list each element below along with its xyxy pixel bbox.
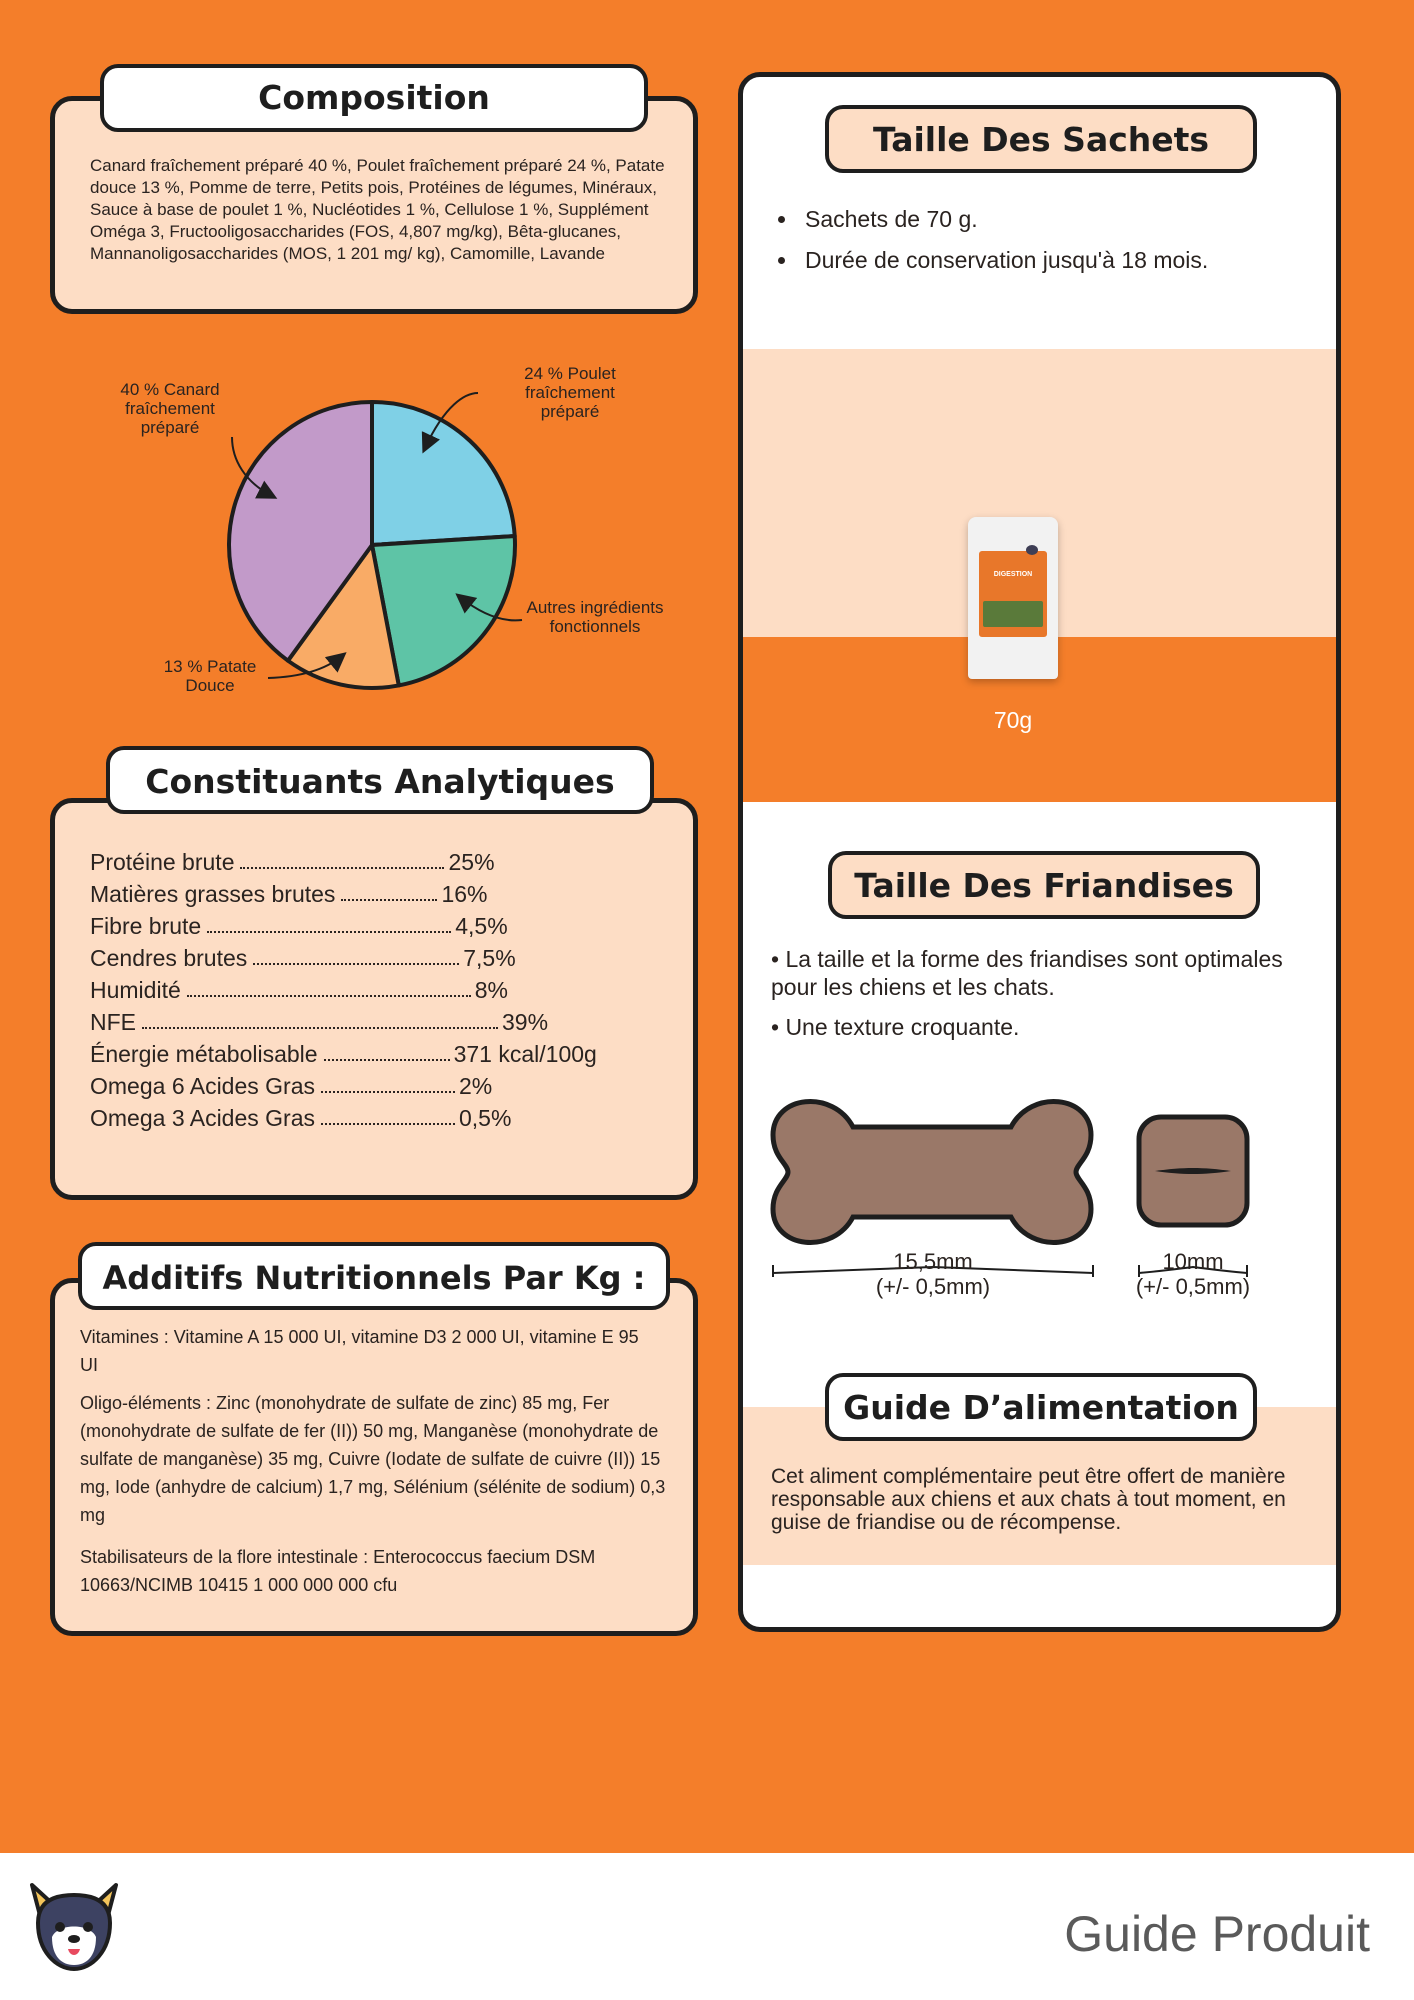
- footer-label: Guide Produit: [1064, 1906, 1370, 1962]
- dog-logo-icon: [22, 1877, 126, 1977]
- analytique-label: Omega 6 Acides Gras: [90, 1073, 315, 1099]
- friandises-bullet-1: • La taille et la forme des friandises sont optimales pour les chiens et les chats.: [771, 946, 1283, 1000]
- analytique-label: Matières grasses brutes: [90, 881, 336, 907]
- analytique-value: 8%: [474, 977, 509, 1003]
- analytique-value: 4,5%: [455, 913, 508, 939]
- analytique-value: 39%: [502, 1009, 549, 1035]
- analytique-label: Protéine brute: [90, 849, 235, 875]
- square-size-label: 10mm (+/- 0,5mm): [1135, 1249, 1251, 1299]
- analytique-label: Énergie métabolisable: [90, 1041, 318, 1067]
- composition-text: Canard fraîchement préparé 40 %, Poulet fraîchement préparé 24 %, Patate douce 13 %, Pomme de terre, Petits pois, Protéines de légumes, Minéraux, Sauce à base de poulet 1 %, Nucléotides 1 %, Cellulose 1 %, Supplément Oméga 3, Fructooligosaccharides (FOS, 4,807 mg/kg), Bêta-glucanes, Mannanoligosaccharides (MOS, 1 201 mg/ kg), Camomille, Lavande: [90, 156, 665, 263]
- analytique-panel: [50, 798, 698, 1200]
- sachets-bullet: • Durée de conservation jusqu'à 18 mois.: [799, 240, 1279, 281]
- product-bag: [968, 517, 1058, 679]
- guide-text: Cet aliment complémentaire peut être offert de manière responsable aux chiens et aux chats à tout moment, en guise de friandise ou de récompense.: [771, 1465, 1286, 1534]
- dotted-leader: [142, 1006, 498, 1029]
- analytique-row: [90, 910, 680, 942]
- analytique-label: NFE: [90, 1009, 136, 1035]
- pie-slice-0: [372, 402, 515, 545]
- analytique-row: [90, 1070, 680, 1102]
- analytique-row: [90, 846, 680, 878]
- analytique-value: 7,5%: [463, 945, 516, 971]
- analytique-row: [90, 974, 680, 1006]
- additifs-panel: [50, 1278, 698, 1636]
- analytique-title: Constituants Analytiques: [106, 746, 654, 814]
- additifs-title: Additifs Nutritionnels Par Kg :: [78, 1242, 670, 1310]
- analytique-label: Humidité: [90, 977, 181, 1003]
- analytique-row: [90, 1038, 680, 1070]
- friandises-bullet-2: • Une texture croquante.: [771, 1014, 1020, 1040]
- analytique-list: [90, 846, 680, 1134]
- treat-shapes: [743, 1077, 1341, 1277]
- analytique-label: Fibre brute: [90, 913, 202, 939]
- analytique-row: [90, 878, 680, 910]
- analytique-value: 25%: [448, 849, 495, 875]
- additifs-oligo: Oligo-éléments : Zinc (monohydrate de sulfate de zinc) 85 mg, Fer (monohydrate de sulfate de fer (II)) 50 mg, Manganèse (monohydrate de sulfate de manganèse) 35 mg, Cuivre (Iodate de sulfate de cuivre (II)) 15 mg, Iode (anhydre de calcium) 1,7 mg, Sélénium (sélénite de sodium) 0,3 mg: [80, 1393, 666, 1525]
- guide-title: Guide D’alimentation: [825, 1373, 1257, 1441]
- dotted-leader: [253, 942, 459, 965]
- pie-label-autres: Autres ingrédients fonctionnels: [526, 598, 664, 636]
- analytique-value: 0,5%: [459, 1105, 512, 1131]
- bone-size-label: 15,5mm (+/- 0,5mm): [875, 1249, 991, 1299]
- bag-product-name: DIGESTION: [993, 571, 1033, 578]
- friandises-title: Taille Des Friandises: [828, 851, 1260, 919]
- dotted-leader: [341, 878, 437, 901]
- dotted-leader: [321, 1070, 455, 1093]
- analytique-row: [90, 1102, 680, 1134]
- dotted-leader: [187, 974, 471, 997]
- sachets-bullet: • Sachets de 70 g.: [799, 199, 1279, 240]
- bag-logo-icon: [1026, 545, 1038, 555]
- sachets-title: Taille Des Sachets: [825, 105, 1257, 173]
- bone-treat-icon: [773, 1102, 1091, 1243]
- dotted-leader: [321, 1102, 455, 1125]
- pie-label-canard: 40 % Canard fraîchement préparé: [120, 380, 220, 437]
- right-panel: [738, 72, 1341, 1632]
- analytique-label: Omega 3 Acides Gras: [90, 1105, 315, 1131]
- additifs-stabilisateurs: Stabilisateurs de la flore intestinale : Enterococcus faecium DSM 10663/NCIMB 10415 1 000 000 000 cfu: [80, 1547, 596, 1595]
- analytique-value: 371 kcal/100g: [453, 1041, 597, 1067]
- analytique-row: [90, 942, 680, 974]
- sachets-bullets: [755, 199, 1279, 281]
- dotted-leader: [324, 1038, 450, 1061]
- analytique-value: 2%: [459, 1073, 493, 1099]
- analytique-row: [90, 1006, 680, 1038]
- dotted-leader: [240, 846, 444, 869]
- pie-label-poulet: 24 % Poulet fraîchement préparé: [524, 364, 616, 421]
- pie-label-patate: 13 % Patate Douce: [163, 657, 257, 695]
- dotted-leader: [207, 910, 451, 933]
- additifs-vitamines: Vitamines : Vitamine A 15 000 UI, vitamine D3 2 000 UI, vitamine E 95 UI: [80, 1327, 639, 1375]
- bag-size-label: 70g: [993, 707, 1033, 733]
- analytique-label: Cendres brutes: [90, 945, 248, 971]
- bag-image-strip: [983, 601, 1043, 627]
- footer: [0, 1853, 1414, 2000]
- analytique-value: 16%: [441, 881, 488, 907]
- composition-title: Composition: [100, 64, 648, 132]
- bag-label-area: [979, 551, 1047, 637]
